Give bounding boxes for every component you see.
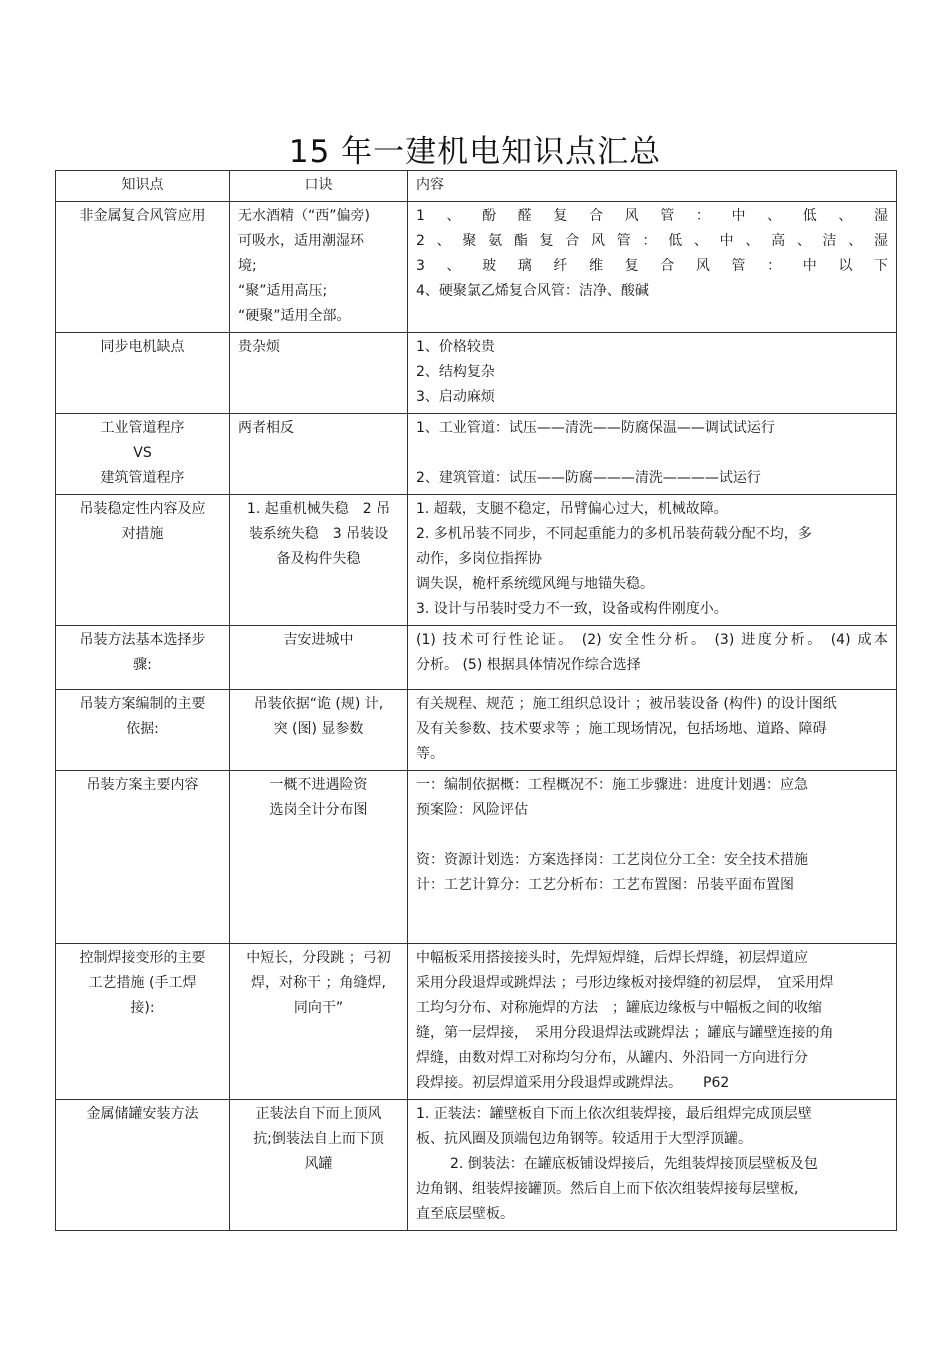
- content-line: 2. 倒装法：在罐底板铺设焊接后，先组装焊接顶层壁板及包: [450, 1156, 818, 1172]
- table-row: [56, 690, 897, 771]
- topic-line: 骤:: [133, 657, 152, 673]
- topic-line: 工艺措施 (手工焊: [88, 975, 197, 991]
- content-line: 2、结构复杂: [416, 364, 495, 380]
- topic-line: 工业管道程序: [100, 420, 185, 436]
- topic-line: 吊装方案主要内容: [86, 777, 199, 793]
- table-row: [56, 495, 897, 626]
- topic-line: 接):: [130, 1000, 155, 1016]
- blank-line: [416, 441, 888, 466]
- content-line: 3​、​玻​璃​纤​维​复​合​风​管​：​中​以​下: [416, 258, 888, 274]
- content-line: 有关规程、规范 ；施工组织总设计 ；被吊装设备 (构件) 的设计图纸: [416, 696, 837, 712]
- mnemonic-line: 一概不进遇险资: [269, 777, 368, 793]
- topic-cell: [56, 333, 230, 414]
- content-line: 直至底层壁板。: [416, 1206, 514, 1222]
- content-cell: [408, 333, 897, 414]
- topic-line: 非金属复合风管应用: [79, 208, 206, 224]
- mnemonic-line: 焊，对称干 ；角缝焊,: [251, 975, 386, 991]
- content-cell: [408, 1100, 897, 1231]
- content-line: 分析。 (5) 根据具体情况作综合选择: [416, 657, 641, 673]
- topic-line: 依据:: [126, 721, 159, 737]
- mnemonic-line: “聚”适用高压;: [238, 283, 328, 299]
- content-cell: [408, 690, 897, 771]
- mnemonic-line: 1. 起重机械失稳 2 吊: [246, 501, 391, 517]
- table-row: [56, 1100, 897, 1231]
- page-title: 15 年一建机电知识点汇总: [288, 134, 662, 170]
- content-line: 1. 正装法：罐壁板自下而上依次组装焊接，最后组焊完成顶层壁: [416, 1106, 812, 1122]
- content-line: 采用分段退焊或跳焊法 ；弓形边缘板对接焊缝的初层焊， 宜采用焊: [416, 975, 834, 991]
- topic-cell: [56, 495, 230, 626]
- mnemonic-cell: [230, 944, 408, 1100]
- content-line: 及有关参数、技术要求等 ；施工现场情况，包括场地、道路、障碍: [416, 721, 827, 737]
- content-line: 1、工业管道：试压——清洗——防腐保温——调试试运行: [416, 420, 775, 436]
- mnemonic-line: 两者相反: [238, 420, 294, 436]
- mnemonic-line: 选岗全计分布图: [269, 802, 368, 818]
- content-line: 2​、​聚​氨​酯​复​合​风​管​：​低​、​中​、​高​、​洁​、​湿: [416, 233, 888, 249]
- mnemonic-line: 正装法自下而上顶风: [255, 1106, 382, 1122]
- content-line: 动作，多岗位指挥协: [416, 551, 542, 567]
- topic-line: 控制焊接变形的主要: [79, 950, 206, 966]
- topic-line: 建筑管道程序: [100, 470, 185, 486]
- content-cell: [408, 626, 897, 690]
- content-line: 资：资源计划选：方案选择岗：工艺岗位分工全：安全技术措施: [416, 852, 808, 868]
- topic-cell: [56, 202, 230, 333]
- mnemonic-line: 吉安进城中: [283, 632, 354, 648]
- content-line: 中幅板采用搭接接头时，先焊短焊缝，后焊长焊缝，初层焊道应: [416, 950, 808, 966]
- mnemonic-cell: [230, 414, 408, 495]
- mnemonic-cell: [230, 333, 408, 414]
- mnemonic-line: 可吸水，适用潮湿环: [238, 233, 364, 249]
- knowledge-table: [55, 170, 897, 1231]
- topic-line: 吊装方法基本选择步: [79, 632, 206, 648]
- mnemonic-line: 境;: [238, 258, 257, 274]
- content-line: 一：编制依据概：工程概况不：施工步骤进：进度计划遇：应急: [416, 777, 808, 793]
- content-line: (​1​)​ ​技​术​可​行​性​论​证​。​ ​(​2​)​ ​安​全​性​分​析​。​ ​(​3​)​ ​进​度​分​析​。​ ​(​4​)​ ​成​本: [416, 632, 888, 648]
- content-line: 2. 多机吊装不同步，不同起重能力的多机吊装荷载分配不均，多: [416, 526, 812, 542]
- mnemonic-line: “硬聚”适用全部。: [238, 308, 351, 324]
- topic-cell: [56, 626, 230, 690]
- mnemonic-line: 贵杂烦: [238, 339, 280, 355]
- mnemonic-cell: [230, 690, 408, 771]
- table-row: [56, 944, 897, 1100]
- topic-cell: [56, 1100, 230, 1231]
- mnemonic-cell: [230, 495, 408, 626]
- mnemonic-cell: [230, 626, 408, 690]
- content-line: 1​、​酚​醛​复​合​风​管​：​中​、​低​、​湿: [416, 208, 888, 224]
- table-row: [56, 771, 897, 944]
- content-line: 2、建筑管道：试压——防腐———清洗————试运行: [416, 470, 761, 486]
- topic-cell: [56, 414, 230, 495]
- mnemonic-line: 同向干”: [293, 1000, 344, 1016]
- mnemonic-cell: [230, 771, 408, 944]
- content-cell: [408, 202, 897, 333]
- mnemonic-line: 吊装依据“诡 (规) 计,: [253, 696, 384, 712]
- content-line: 预案险：风险评估: [416, 802, 528, 818]
- content-cell: [408, 771, 897, 944]
- topic-line: 对措施: [121, 526, 164, 542]
- content-line: 计：工艺计算分：工艺分析布：工艺布置图：吊装平面布置图: [416, 877, 794, 893]
- content-line: 焊缝，由数对焊工对称均匀分布，从罐内、外沿同一方向进行分: [416, 1050, 808, 1066]
- mnemonic-line: 中短长，分段跳 ；弓初: [246, 950, 391, 966]
- topic-cell: [56, 944, 230, 1100]
- content-line: 3、启动麻烦: [416, 389, 495, 405]
- content-line: 板、抗风圈及顶端包边角钢等。较适用于大型浮顶罐。: [416, 1131, 752, 1147]
- content-line: 边角钢、组装焊接罐顶。然后自上而下依次组装焊接每层壁板,: [416, 1181, 799, 1197]
- content-cell: [408, 944, 897, 1100]
- topic-line: 同步电机缺点: [100, 339, 185, 355]
- table-header-row: [56, 171, 897, 202]
- content-cell: [408, 495, 897, 626]
- header-mnemonic: 口诀: [230, 171, 408, 202]
- table-row: [56, 202, 897, 333]
- content-line: 3. 设计与吊装时受力不一致，设备或构件刚度小。: [416, 601, 728, 617]
- content-line: 1、价格较贵: [416, 339, 495, 355]
- header-topic: 知识点: [56, 171, 230, 202]
- topic-line: VS: [133, 445, 152, 461]
- content-line: 段焊接。初层焊道采用分段退焊或跳焊法。 P62: [416, 1075, 730, 1091]
- topic-cell: [56, 690, 230, 771]
- topic-line: 吊装方案编制的主要: [79, 696, 206, 712]
- mnemonic-line: 风罐: [304, 1156, 333, 1172]
- table-row: [56, 333, 897, 414]
- content-line: 1. 超载，支腿不稳定，吊臂偏心过大，机械故障。: [416, 501, 728, 517]
- topic-line: 金属储罐安装方法: [86, 1106, 199, 1122]
- mnemonic-cell: [230, 202, 408, 333]
- content-line: 等。: [416, 746, 444, 762]
- mnemonic-line: 装系统失稳 3 吊装设: [248, 526, 389, 542]
- header-content: 内容: [408, 171, 897, 202]
- mnemonic-line: 抗;倒装法自上而下顶: [253, 1131, 384, 1147]
- content-line: 调失误，桅杆系统缆风绳与地锚失稳。: [416, 576, 654, 592]
- mnemonic-line: 备及构件失稳: [276, 551, 361, 567]
- mnemonic-line: 无水酒精（“西”偏旁): [238, 208, 370, 224]
- mnemonic-line: 突 (图) 显参数: [273, 721, 364, 737]
- mnemonic-cell: [230, 1100, 408, 1231]
- table-row: [56, 626, 897, 690]
- table-row: [56, 414, 897, 495]
- topic-line: 吊装稳定性内容及应: [79, 501, 206, 517]
- content-line: 缝，第一层焊接， 采用分段退焊法或跳焊法 ；罐底与罐壁连接的角: [416, 1025, 834, 1041]
- content-line: 工均匀分布、对称施焊的方法 ；罐底边缘板与中幅板之间的收缩: [416, 1000, 822, 1016]
- blank-line: [416, 823, 888, 848]
- content-line: 4、硬聚氯乙烯复合风管：洁净、酸碱: [416, 283, 649, 299]
- topic-cell: [56, 771, 230, 944]
- content-cell: [408, 414, 897, 495]
